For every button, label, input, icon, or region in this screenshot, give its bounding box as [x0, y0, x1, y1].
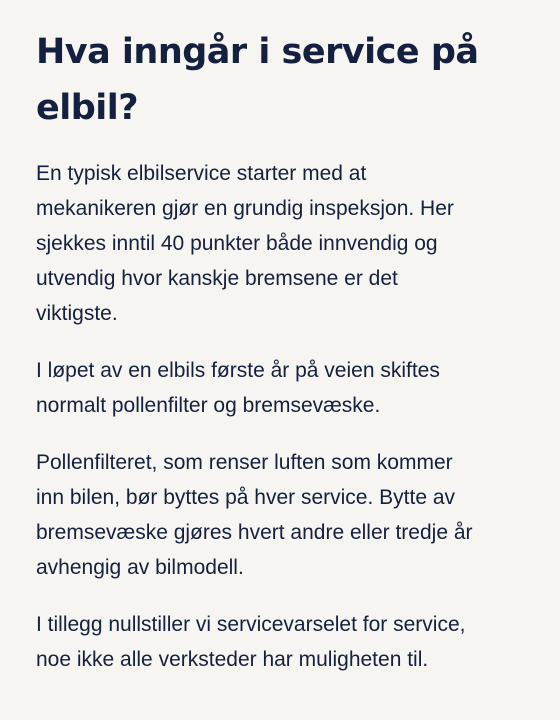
article-paragraph-inspection: En typisk elbilservice starter med at mekanikeren gjør en grundig inspeksjon. Her sjekkes inntil 40 punkter både innvendig og utvendig hvor kanskje bremsene er det viktigste. [36, 162, 454, 325]
article-heading: Hva inngår i service på elbil? [36, 32, 479, 128]
article-paragraph-first-year: I løpet av en elbils første år på veien skiftes normalt pollenfilter og bremsevæske. [36, 359, 440, 417]
article-paragraph-pollen-filter: Pollenfilteret, som renser luften som kommer inn bilen, bør byttes på hver service. Bytte av bremsevæske gjøres hvert andre eller tredje år avhengig av bilmodell. [36, 451, 473, 579]
article-paragraph-service-reset: I tillegg nullstiller vi servicevarselet for service, noe ikke alle verksteder har muligheten til. [36, 613, 466, 671]
